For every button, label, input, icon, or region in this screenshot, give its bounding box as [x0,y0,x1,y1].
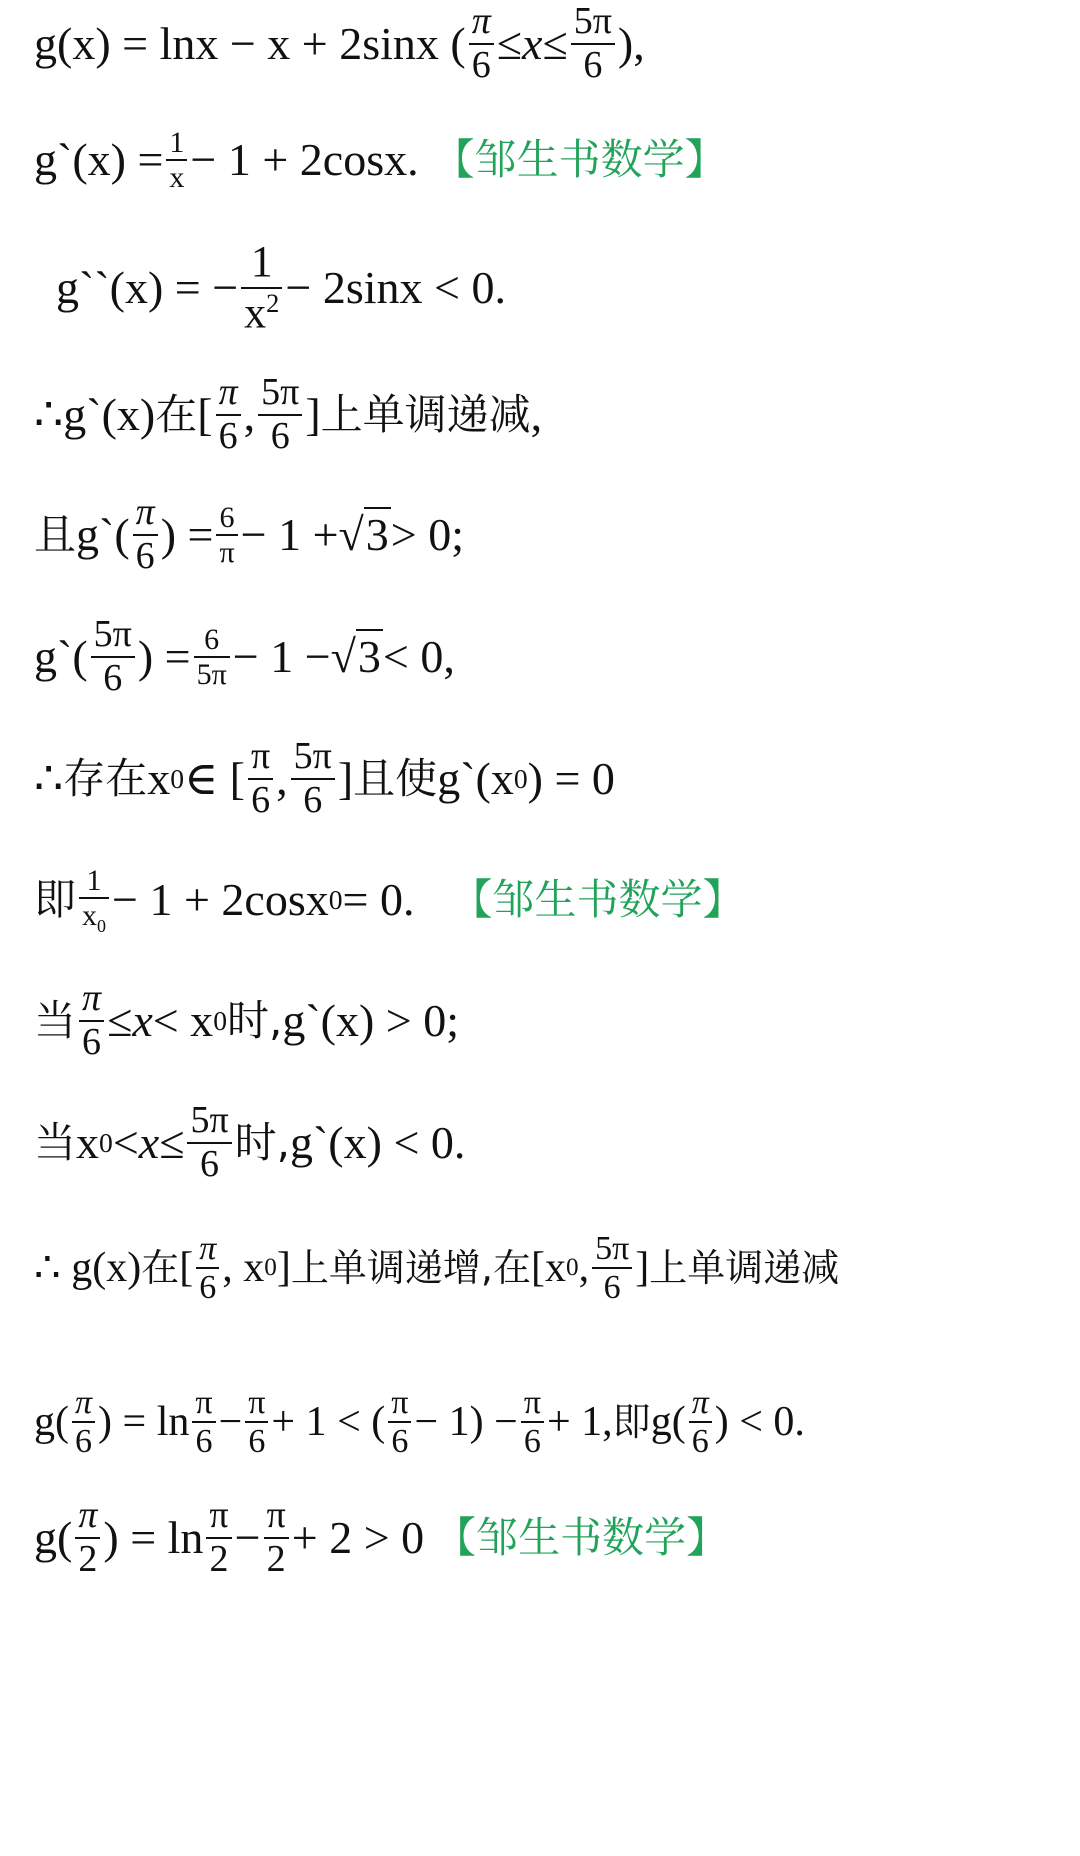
text: ∈ [ [184,753,245,804]
denominator: 6 [248,1423,266,1460]
text: ≤ [159,1117,185,1168]
text: − 2sinx < 0. [285,262,506,313]
numerator: π [216,372,241,416]
denominator: x [169,161,185,194]
numerator: π [388,1384,411,1423]
text: g(x) = lnx − x + 2sinx ( [34,18,466,69]
text: ) = 0 [527,753,615,804]
cjk-text: 上单调递减 [320,390,531,439]
text: − 1 + 2cosx. [190,134,419,185]
numerator: 1 [166,126,187,161]
numerator: π [72,1384,95,1423]
equation-line-2 [34,128,727,192]
text: g`(x) < 0. [289,1117,466,1168]
denominator-base: x [82,898,98,932]
equation-line-5 [34,491,464,577]
equation-line-11 [34,1229,840,1306]
denominator: 6 [303,779,323,821]
cjk-text: 上单调递增, [290,1246,493,1290]
cjk-text: 且 [34,510,77,559]
text: < 0, [382,631,455,682]
text: − 1 + [240,509,339,560]
text: [ [197,389,213,440]
denominator: 6 [218,415,238,457]
denominator: 6 [583,44,603,86]
text: − 1) − [414,1399,518,1445]
denominator [79,899,109,937]
numerator: π [689,1384,712,1423]
numerator: π [245,1384,268,1423]
equation-line-1 [34,0,645,86]
text: ≤ [542,18,568,69]
equation-line-4 [34,371,543,457]
fraction [79,864,109,937]
text: + 2 > 0 [291,1512,425,1563]
denominator: 6 [75,1423,93,1460]
cjk-text: 在 [141,1246,180,1290]
denominator: 6 [691,1423,709,1460]
text: g`(x) = [34,134,164,185]
numerator: 1 [241,238,282,288]
text: ] [276,1245,291,1291]
square-root [338,509,391,560]
denominator [241,289,282,338]
radicand: 3 [357,631,381,682]
subscript: 0 [97,915,107,936]
fraction [388,1384,411,1461]
fraction [264,1495,289,1581]
text: g``(x) = − [56,262,239,313]
denominator-base: x [244,288,267,338]
text: , x [222,1245,265,1291]
denominator: 2 [209,1538,229,1580]
text: − [218,1399,243,1445]
numerator: π [75,1495,100,1539]
text: > 0; [390,509,464,560]
variable: x [132,995,153,1046]
fraction [245,1384,268,1461]
denominator: 6 [195,1423,213,1460]
text: < [112,1117,139,1168]
text: g( [34,1512,73,1563]
text: , [243,389,256,440]
text: ] [305,389,321,440]
denominator: 6 [103,657,123,699]
text: g( [650,1399,686,1445]
denominator: 6 [135,535,155,577]
fraction [592,1230,632,1307]
numerator: 5π [91,614,135,658]
subscript: 0 [328,884,343,916]
equation-line-12 [34,1383,805,1460]
fraction [206,1495,231,1581]
subscript: 0 [264,1254,277,1282]
radical-sign: √ [338,509,364,560]
equation-line-7 [34,735,615,821]
fraction [133,492,158,578]
watermark-text: 【邹生书数学】 [434,1513,729,1562]
equation-line-10 [34,1099,466,1185]
fraction [79,978,104,1064]
fraction [241,238,282,337]
watermark-text: 【邹生书数学】 [432,135,727,184]
radical-sign: √ [330,631,356,682]
text: , [530,389,543,440]
denominator: 6 [82,1021,102,1063]
fraction [192,1384,215,1461]
text: , [578,1245,590,1291]
numerator: π [469,1,494,45]
fraction [248,736,273,822]
text: [ [179,1245,194,1291]
fraction [258,372,302,458]
text: − [234,1512,261,1563]
text: g`( [34,631,88,682]
text: ), [617,18,645,69]
text: [x [530,1245,566,1291]
square-root [330,631,383,682]
cjk-text: 即 [612,1400,651,1444]
text: − 1 + 2cosx [112,874,329,925]
text: g( [34,1399,69,1445]
fraction [216,501,237,569]
cjk-text: 存在 [63,754,148,803]
fraction [91,614,135,700]
cjk-text: 且使 [353,754,438,803]
denominator: 6 [251,779,271,821]
subscript: 0 [565,1254,579,1282]
text: ] [337,753,354,804]
exponent: 2 [266,287,280,318]
equation-line-13 [34,1494,729,1580]
cjk-text: 上单调递减 [649,1246,840,1290]
denominator: 6 [270,415,290,457]
fraction [689,1384,712,1461]
text: ) = [137,631,191,682]
fraction [166,126,187,194]
fraction [72,1384,95,1461]
text: , [276,753,288,804]
subscript: 0 [513,763,528,795]
cjk-text: 即 [34,875,77,924]
numerator: π [196,1230,219,1269]
cjk-text: 在 [155,390,198,439]
numerator: 5π [592,1230,632,1269]
fraction [291,736,335,822]
fraction [216,372,241,458]
text: x [76,1117,100,1168]
subscript: 0 [99,1127,113,1159]
denominator: 5π [196,658,227,691]
numerator: 1 [79,864,109,899]
numerator: π [264,1495,289,1539]
text: ≤ [107,995,133,1046]
cjk-text: 时, [226,996,283,1045]
numerator: π [248,736,273,780]
text: ∴ [34,753,64,804]
numerator: 5π [187,1100,231,1144]
text: = 0. [342,874,415,925]
text: − 1 − [232,631,331,682]
denominator: 6 [603,1269,621,1306]
numerator: π [79,978,104,1022]
fraction [187,1100,231,1186]
denominator: 6 [391,1423,409,1460]
denominator: 6 [523,1423,541,1460]
text: ) = ln [103,1512,204,1563]
text: ) < 0. [714,1399,805,1445]
cjk-text: 当 [34,996,77,1045]
subscript: 0 [213,1005,227,1037]
text: ) = [160,509,214,560]
text: ] [635,1245,650,1291]
fraction [196,1230,219,1307]
denominator: π [219,536,235,569]
equation-line-9 [34,977,460,1063]
numerator: 5π [571,1,615,45]
fraction [75,1495,100,1581]
watermark-text: 【邹生书数学】 [450,875,745,924]
variable: x [522,18,543,69]
cjk-text: 当 [34,1118,77,1167]
variable: x [138,1117,160,1168]
numerator: π [206,1495,231,1539]
fraction [521,1384,544,1461]
numerator: π [521,1384,544,1423]
numerator: 5π [291,736,335,780]
fraction [571,1,615,87]
equation-line-3 [56,237,506,338]
text: ∴ g(x) [34,1245,142,1291]
numerator: 6 [216,501,237,536]
subscript: 0 [170,763,185,795]
numerator: π [192,1384,215,1423]
text: + 1, [546,1399,613,1445]
denominator: 2 [266,1538,286,1580]
text: g`(x) > 0; [282,995,460,1046]
numerator: 5π [258,372,302,416]
text: g`( [76,509,130,560]
numerator: 6 [194,623,230,658]
radicand: 3 [365,509,389,560]
cjk-text: 在 [492,1246,531,1290]
denominator: 6 [200,1143,220,1185]
text: ∴g`(x) [34,389,156,440]
denominator: 6 [471,44,491,86]
equation-line-6 [34,613,455,699]
fraction [194,623,230,691]
text: < x [152,995,214,1046]
text: g`(x [437,753,514,804]
text: x [147,753,171,804]
text: ) = ln [98,1399,190,1445]
numerator: π [133,492,158,536]
denominator: 6 [199,1269,217,1306]
denominator: 2 [78,1538,98,1580]
text: + 1 < ( [271,1399,386,1445]
text: ≤ [496,18,523,69]
fraction [469,1,494,87]
equation-line-8 [34,860,744,940]
cjk-text: 时, [234,1118,290,1167]
